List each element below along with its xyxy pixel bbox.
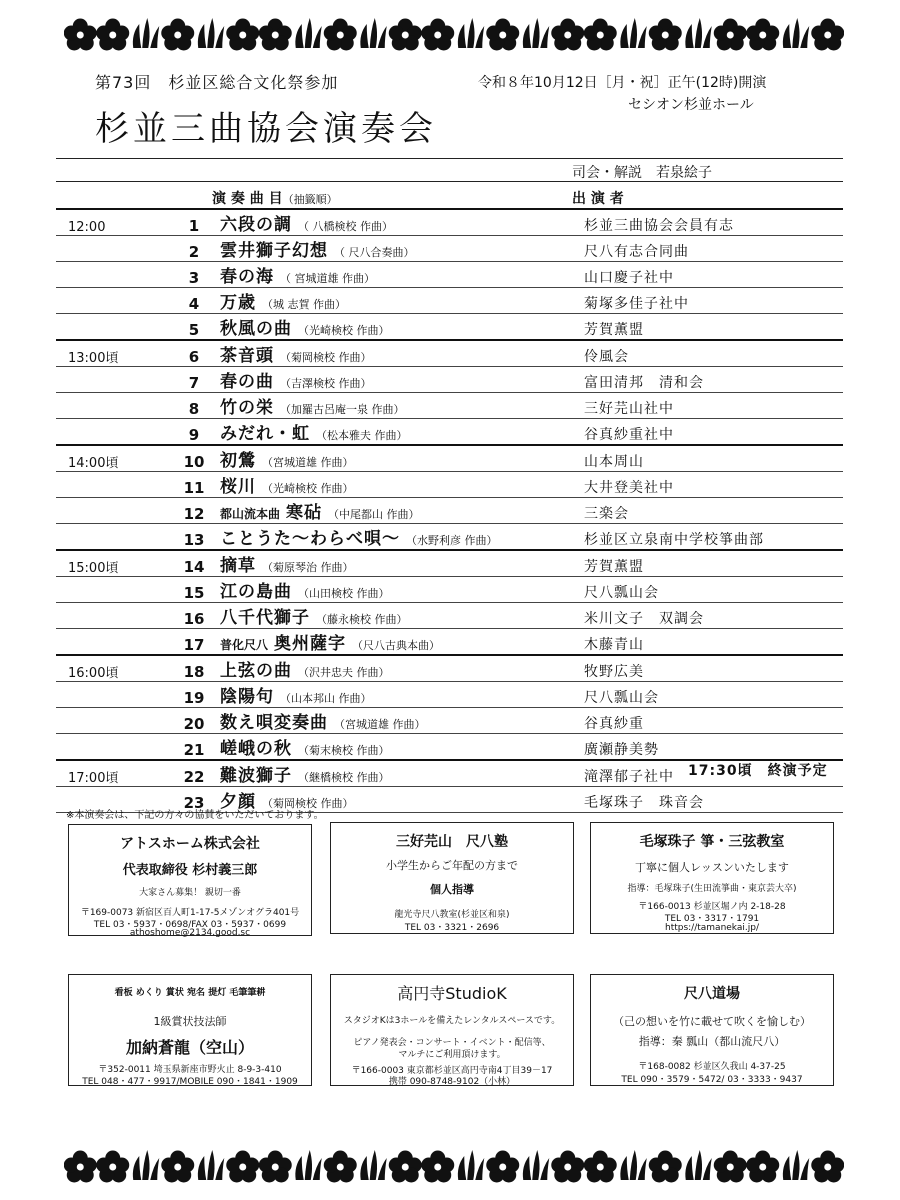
divider xyxy=(56,158,843,159)
performer: 牧野広美 xyxy=(584,664,644,680)
piece-cell xyxy=(220,524,580,551)
performer: 山口慶子社中 xyxy=(584,270,674,286)
start-time xyxy=(56,498,168,524)
decorative-border-bottom xyxy=(64,1142,844,1190)
performer: 米川文子 双調会 xyxy=(584,611,704,627)
piece-cell xyxy=(220,340,580,367)
program-row xyxy=(56,236,843,262)
piece-composer: （ 八橋検校 作曲） xyxy=(298,220,393,233)
sponsor-note: ※本演奏会は、下記の方々の協賛をいただいております。 xyxy=(66,810,324,821)
piece-composer: （光崎検校 作曲） xyxy=(298,324,390,337)
start-time: 12:00 xyxy=(68,220,106,235)
sponsor-address: 〒169-0073 新宿区百人町1-17-5メゾンオグラ401号 xyxy=(80,908,300,918)
sponsor-line: 丁寧に個人レッスンいたします xyxy=(635,861,789,874)
piece-cell xyxy=(220,498,580,524)
piece-school: 都山流本曲 xyxy=(220,507,281,521)
program-row xyxy=(56,682,843,708)
sponsor-name: 高円寺StudioK xyxy=(397,984,507,1003)
piece-composer: （宮城道雄 作曲） xyxy=(334,718,426,731)
start-time xyxy=(56,393,168,419)
sponsor-line: 代表取締役 杉村義三郎 xyxy=(122,863,258,878)
piece-title: 陰陽句 xyxy=(220,687,274,707)
program-column-header xyxy=(212,188,338,208)
start-time xyxy=(56,472,168,498)
piece-composer: （菊岡検校 作曲） xyxy=(262,797,354,810)
piece-composer: （光崎検校 作曲） xyxy=(262,482,354,495)
performer: 尺八瓢山会 xyxy=(584,585,659,601)
sponsor-ad-shakuhachi-dojo xyxy=(590,974,834,1086)
performer: 三好芫山社中 xyxy=(584,401,674,417)
piece-cell xyxy=(220,550,580,577)
performer: 滝澤郁子社中 xyxy=(584,769,674,785)
program-row xyxy=(56,655,843,682)
piece-cell xyxy=(220,577,580,603)
start-time xyxy=(56,708,168,734)
sponsor-address: 〒166-0003 東京都杉並区高円寺南4丁目39－17 xyxy=(351,1066,553,1076)
piece-title: 竹の栄 xyxy=(220,398,274,418)
start-time xyxy=(56,262,168,288)
header-right xyxy=(478,72,766,116)
program-row xyxy=(56,262,843,288)
program-row xyxy=(56,419,843,446)
program-row xyxy=(56,603,843,629)
program-table xyxy=(56,208,843,813)
program-row xyxy=(56,340,843,367)
piece-composer: （菊岡検校 作曲） xyxy=(280,351,372,364)
piece-number: 17 xyxy=(183,636,205,654)
sponsor-email: athoshome@2134.good.sc xyxy=(129,928,251,938)
piece-number: 7 xyxy=(188,374,200,392)
sponsor-line: 看板 めくり 賞状 宛名 提灯 毛筆筆耕 xyxy=(114,988,266,998)
sponsor-address: 龍光寺尺八教室(杉並区和泉) xyxy=(394,910,510,920)
sponsor-ad-calligraphy xyxy=(68,974,312,1086)
piece-cell xyxy=(220,236,580,262)
sponsor-name: 加納蒼龍（空山） xyxy=(125,1038,254,1057)
performer: 山本周山 xyxy=(584,454,644,470)
piece-composer: （宮城道雄 作曲） xyxy=(262,456,354,469)
performer: 三楽会 xyxy=(584,506,629,522)
performer: 谷真紗重社中 xyxy=(584,427,674,443)
program-row xyxy=(56,288,843,314)
piece-cell xyxy=(220,314,580,341)
start-time xyxy=(56,314,168,341)
sponsor-website[interactable]: https://tamanekai.jp/ xyxy=(664,923,759,933)
piece-composer: （ 尺八合奏曲） xyxy=(334,246,415,259)
sponsor-line: （己の想いを竹に載せて吹くを愉しむ） xyxy=(613,1015,811,1028)
piece-title: 難波獅子 xyxy=(220,766,292,786)
sponsor-name: 三好芫山 尺八塾 xyxy=(396,834,508,850)
piece-cell xyxy=(220,367,580,393)
piece-cell xyxy=(220,445,580,472)
decorative-border-top xyxy=(64,10,844,58)
start-time xyxy=(56,682,168,708)
performer: 芳賀薫盟 xyxy=(584,559,644,575)
piece-number: 1 xyxy=(188,217,200,235)
performer: 谷真紗重 xyxy=(584,716,644,732)
sponsor-phone: TEL 03・3317・1791 xyxy=(664,914,760,924)
piece-composer: （吉澤検校 作曲） xyxy=(280,377,372,390)
piece-number: 3 xyxy=(188,269,200,287)
piece-title: 寒砧 xyxy=(286,503,323,523)
program-row xyxy=(56,472,843,498)
piece-cell xyxy=(220,734,580,761)
piece-title: 上弦の曲 xyxy=(220,661,292,681)
header-left xyxy=(95,70,437,150)
start-time: 15:00頃 xyxy=(68,561,119,576)
sponsor-phone: TEL 090・3579・5472/ 03・3333・9437 xyxy=(621,1075,803,1085)
piece-composer: （継橋検校 作曲） xyxy=(298,771,390,784)
sponsor-line: 1級賞状技法師 xyxy=(153,1015,227,1028)
program-row xyxy=(56,209,843,236)
sponsor-phone: TEL 03・3321・2696 xyxy=(404,923,500,933)
piece-composer: （中尾都山 作曲） xyxy=(328,508,420,521)
piece-number: 11 xyxy=(183,479,205,497)
piece-number: 21 xyxy=(183,741,205,759)
sponsor-name: 尺八道場 xyxy=(684,986,740,1002)
divider xyxy=(56,181,843,182)
piece-cell xyxy=(220,760,580,787)
performer: 木藤青山 xyxy=(584,637,644,653)
program-row xyxy=(56,524,843,551)
start-time xyxy=(56,419,168,446)
piece-number: 2 xyxy=(188,243,200,261)
piece-title: 数え唄変奏曲 xyxy=(220,713,328,733)
piece-title: 江の島曲 xyxy=(220,582,292,602)
piece-number: 23 xyxy=(183,794,205,812)
performer: 毛塚珠子 珠音会 xyxy=(584,795,704,811)
piece-composer: （水野利彦 作曲） xyxy=(406,534,498,547)
program-header-label: 演 奏 曲 目 xyxy=(212,191,283,207)
piece-title: 摘草 xyxy=(220,556,256,576)
piece-composer: （加羅古呂庵一泉 作曲） xyxy=(280,403,405,416)
performer: 尺八瓢山会 xyxy=(584,690,659,706)
piece-title: 六段の調 xyxy=(220,215,292,235)
piece-cell xyxy=(220,472,580,498)
sponsor-phone: TEL 03・5937・0698/FAX 03・5937・0699 xyxy=(93,920,287,930)
sponsor-ad-koto-school xyxy=(590,822,834,934)
start-time: 16:00頃 xyxy=(68,666,119,681)
start-time xyxy=(56,734,168,761)
piece-composer: （沢井忠夫 作曲） xyxy=(298,666,390,679)
piece-number: 4 xyxy=(188,295,200,313)
sponsor-line: ピアノ発表会・コンサート・イベント・配信等、 xyxy=(353,1038,551,1048)
piece-title: 雲井獅子幻想 xyxy=(220,241,328,261)
piece-school: 普化尺八 xyxy=(220,638,269,652)
piece-title: 桜川 xyxy=(220,477,256,497)
piece-cell xyxy=(220,655,580,682)
piece-cell xyxy=(220,682,580,708)
piece-number: 20 xyxy=(183,715,205,733)
piece-title: 春の海 xyxy=(220,267,274,287)
sponsor-phone: 携帯 090-8748-9102（小林） xyxy=(388,1077,516,1087)
piece-composer: （菊末検校 作曲） xyxy=(298,744,390,757)
piece-title: 秋風の曲 xyxy=(220,319,292,339)
program-row xyxy=(56,393,843,419)
piece-number: 14 xyxy=(183,558,205,576)
concert-date: 令和８年10月12日［月・祝］正午(12時)開演 xyxy=(478,75,767,91)
start-time xyxy=(56,236,168,262)
piece-number: 19 xyxy=(183,689,205,707)
piece-title: 八千代獅子 xyxy=(220,608,310,628)
piece-title: 茶音頭 xyxy=(220,346,274,366)
piece-number: 10 xyxy=(183,453,205,471)
sponsor-line: 大家さん募集！ 親切一番 xyxy=(139,888,241,898)
concert-title: 杉並三曲協会演奏会 xyxy=(95,109,437,149)
performer: 伶風会 xyxy=(584,349,629,365)
program-row xyxy=(56,498,843,524)
start-time xyxy=(56,577,168,603)
piece-composer: （山田検校 作曲） xyxy=(298,587,390,600)
start-time xyxy=(56,524,168,551)
piece-title: みだれ・虹 xyxy=(220,424,310,444)
sponsor-line: 指導：秦 瓢山（都山流尺八） xyxy=(638,1035,786,1048)
piece-number: 15 xyxy=(183,584,205,602)
sponsor-address: 〒352-0011 埼玉県新座市野火止 8-9-3-410 xyxy=(98,1065,282,1075)
program-row xyxy=(56,629,843,656)
piece-number: 22 xyxy=(183,768,205,786)
piece-composer: （城 志賀 作曲） xyxy=(262,298,346,311)
sponsor-name: 毛塚珠子 箏・三弦教室 xyxy=(639,834,785,850)
performer: 尺八有志合同曲 xyxy=(584,244,689,260)
program-header-note: （抽籤順） xyxy=(282,193,338,206)
piece-number: 16 xyxy=(183,610,205,628)
sponsor-line: 個人指導 xyxy=(430,883,474,896)
performer: 廣瀬静美勢 xyxy=(584,742,659,758)
piece-cell xyxy=(220,603,580,629)
start-time xyxy=(56,288,168,314)
program-row xyxy=(56,445,843,472)
piece-cell xyxy=(220,419,580,446)
piece-cell xyxy=(220,262,580,288)
piece-number: 12 xyxy=(183,505,205,523)
piece-number: 5 xyxy=(188,321,200,339)
piece-title: 夕顔 xyxy=(220,792,256,812)
start-time xyxy=(56,629,168,656)
program-row xyxy=(56,708,843,734)
sponsor-address: 〒168-0082 杉並区久我山 4-37-25 xyxy=(638,1062,786,1072)
piece-title: 春の曲 xyxy=(220,372,274,392)
program-row xyxy=(56,314,843,341)
sponsor-ad-studio-k xyxy=(330,974,574,1086)
sponsor-ad-athos-home xyxy=(68,824,312,936)
piece-composer: （菊原琴治 作曲） xyxy=(262,561,354,574)
end-time-note: 17:30頃 終演予定 xyxy=(688,763,828,779)
piece-title: ことうた～わらべ唄～ xyxy=(220,529,400,549)
piece-composer: （ 宮城道雄 作曲） xyxy=(280,272,375,285)
sponsor-line: マルチにご利用頂けます。 xyxy=(398,1050,506,1060)
sponsor-line: 小学生からご年配の方まで xyxy=(386,859,518,872)
piece-cell xyxy=(220,288,580,314)
piece-composer: （藤永検校 作曲） xyxy=(316,613,408,626)
sponsor-address: 〒166-0013 杉並区堀ノ内 2-18-28 xyxy=(638,902,786,912)
performer: 杉並三曲協会会員有志 xyxy=(584,218,734,234)
festival-subtitle: 第73回 杉並区総合文化祭参加 xyxy=(95,73,339,92)
sponsor-ad-shakuhachi-juku xyxy=(330,822,574,934)
piece-number: 9 xyxy=(188,426,200,444)
start-time xyxy=(56,603,168,629)
sponsor-line: 指導：毛塚珠子(生田流箏曲・東京芸大卒) xyxy=(627,884,797,894)
program-row xyxy=(56,550,843,577)
piece-title: 万歳 xyxy=(220,293,256,313)
concert-venue: セシオン杉並ホール xyxy=(628,97,754,113)
performer: 富田清邦 清和会 xyxy=(584,375,704,391)
piece-composer: （山本邦山 作曲） xyxy=(280,692,372,705)
performer: 菊塚多佳子社中 xyxy=(584,296,689,312)
mc-credit: 司会・解説 若泉絵子 xyxy=(572,165,712,181)
sponsor-phone: TEL 048・477・9917/MOBILE 090・1841・1909 xyxy=(82,1077,298,1087)
sponsor-line: スタジオKは3ホールを備えたレンタルスペースです。 xyxy=(343,1016,561,1026)
performer: 杉並区立泉南中学校箏曲部 xyxy=(584,532,764,548)
program-row xyxy=(56,577,843,603)
piece-cell xyxy=(220,209,580,236)
program-row xyxy=(56,367,843,393)
start-time xyxy=(56,367,168,393)
program-row xyxy=(56,734,843,761)
performer: 大井登美社中 xyxy=(584,480,674,496)
piece-title: 奥州薩字 xyxy=(274,634,347,654)
piece-title: 初鶯 xyxy=(220,451,256,471)
piece-composer: （尺八古典本曲） xyxy=(352,639,441,652)
piece-title: 嵯峨の秋 xyxy=(220,739,292,759)
piece-number: 18 xyxy=(183,663,205,681)
sponsor-name: アトスホーム株式会社 xyxy=(120,836,260,852)
piece-number: 13 xyxy=(183,531,205,549)
performers-column-header: 出 演 者 xyxy=(572,191,624,207)
start-time: 13:00頃 xyxy=(68,351,119,366)
start-time: 14:00頃 xyxy=(68,456,119,471)
piece-number: 6 xyxy=(188,348,200,366)
piece-number: 8 xyxy=(188,400,200,418)
start-time: 17:00頃 xyxy=(68,771,119,786)
piece-composer: （松本雅夫 作曲） xyxy=(316,429,408,442)
piece-cell xyxy=(220,708,580,734)
piece-cell xyxy=(220,393,580,419)
piece-cell xyxy=(220,629,580,656)
performer: 芳賀薫盟 xyxy=(584,322,644,338)
